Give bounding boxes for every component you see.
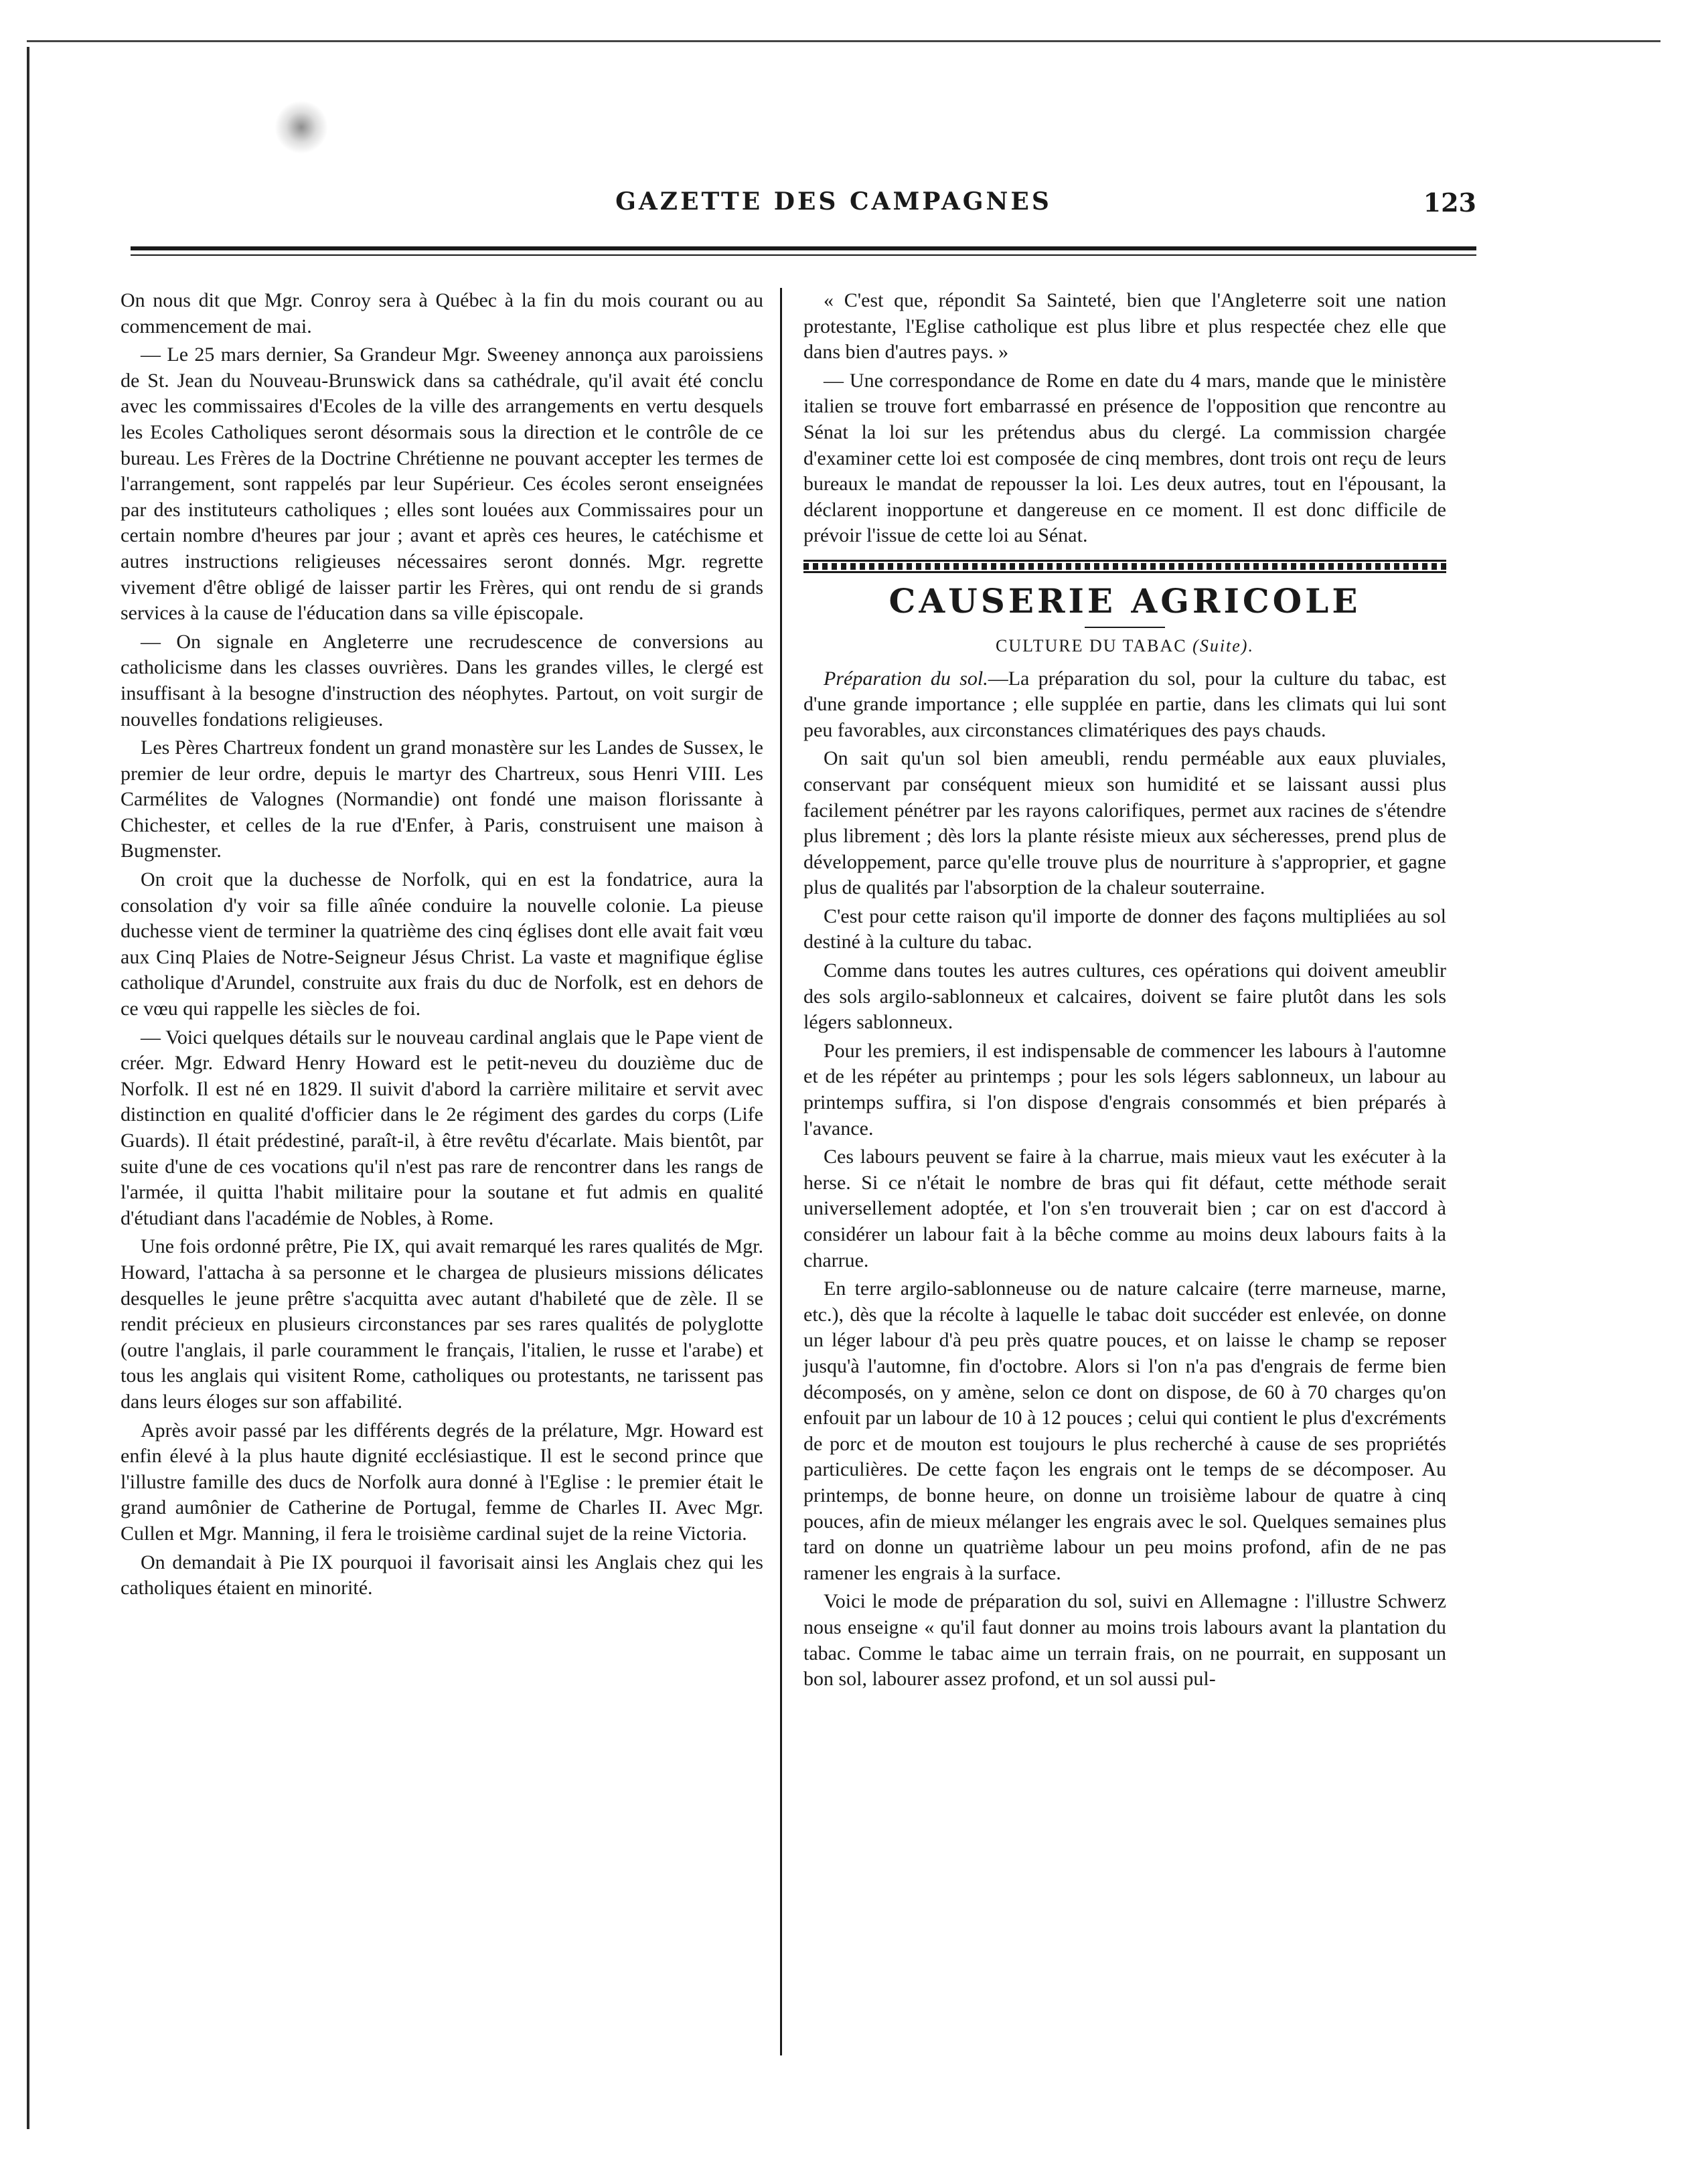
article-paragraph: — On signale en Angleterre une recrudescence de conversions au catholicisme dans les classes ouvrières. Dans les grandes villes, le clergé est insuffisant à la besogne d'instruction des néophytes. Partout, on voit surgir de nouvelles fondations religieuses.	[121, 630, 763, 730]
article-paragraph: C'est pour cette raison qu'il importe de donner des façons multipliées au sol destiné à la culture du tabac.	[803, 905, 1446, 953]
article-paragraph: Voici le mode de préparation du sol, suivi en Allemagne : l'illustre Schwerz nous enseigne « qu'il faut donner au moins trois labours avant la plantation du tabac. Comme le tabac aime un terrain frais, on ne pourrait, en supposant un bon sol, labourer assez profond, et un sol aussi pul-	[803, 1590, 1446, 1691]
page-border-top	[27, 40, 1660, 42]
section-divider-rule	[803, 560, 1446, 573]
article-paragraph: On demandait à Pie IX pourquoi il favorisait ainsi les Anglais chez qui les catholiques étaient en minorité.	[121, 1551, 763, 1600]
left-column	[121, 288, 763, 2055]
title-underline	[1085, 627, 1165, 628]
page-border-left	[27, 47, 29, 2129]
lead-text: —La préparation du sol, pour la culture du tabac, est d'une grande importance ; elle supplée en partie, dans les climats qui lui sont peu favorables, aux circonstances climatériques des pays chauds.	[803, 667, 1446, 741]
column-divider	[780, 288, 782, 2055]
right-column	[803, 288, 1446, 2055]
article-paragraph: On sait qu'un sol bien ameubli, rendu perméable aux eaux pluviales, conservant par conséquent mieux son humidité et se laissant aussi plus facilement pénétrer par les rayons calorifiques, permet aux racines de s'étendre plus librement ; dès lors la plante résiste mieux aux sécheresses, prend plus de développement, parce qu'elle trouve plus de nourriture à s'approprier, et gagne plus de qualités par l'absorption de la chaleur souterraine.	[803, 747, 1446, 899]
subtitle-suffix: (Suite).	[1192, 635, 1254, 655]
article-paragraph: Comme dans toutes les autres cultures, ces opérations qui doivent ameublir des sols argilo-sablonneux et calcaires, doivent se faire plutôt dans les sols légers sablonneux.	[803, 959, 1446, 1034]
article-paragraph: — Le 25 mars dernier, Sa Grandeur Mgr. Sweeney annonça aux paroissiens de St. Jean du Nouveau-Brunswick dans sa cathédrale, qu'il avait été conclu avec les commissaires d'Ecoles de la ville des arrangements en vertu desquels les Ecoles Catholiques seront désormais sous la direction et le contrôle de ce bureau. Les Frères de la Doctrine Chrétienne ne pouvant accepter les termes de l'arrangement, sont rappelés par leur Supérieur. Ces écoles seront enseignées par des instituteurs catholiques ; elles sont louées aux Commissaires pour un certain nombre d'heures par jour ; avant et après ces heures, le catéchisme et autres instructions religieuses nécessaires seront donnés. Mgr. regrette vivement d'être obligé de laisser partir les Frères, qui ont rendu de si grands services à la cause de l'éducation dans sa ville épiscopale.	[121, 343, 763, 625]
page-header	[131, 187, 1476, 228]
article-paragraph: Une fois ordonné prêtre, Pie IX, qui avait remarqué les rares qualités de Mgr. Howard, l'attacha à sa personne et le chargea de plusieurs missions délicates desquelles le jeune prêtre s'acquitta avec autant d'habileté que de zèle. Il se rendit précieux en plusieurs circonstances par ses rares qualités de polyglotte (outre l'anglais, il parle couramment le français, l'italien, le russe et l'arabe) et tous les anglais qui visitent Rome, catholiques ou protestants, ne tarissent pas dans leurs éloges sur son affabilité.	[121, 1235, 763, 1413]
article-paragraph: — Voici quelques détails sur le nouveau cardinal anglais que le Pape vient de créer. Mgr. Edward Henry Howard est le petit-neveu du douzième duc de Norfolk. Il est né en 1829. Il suivit d'abord la carrière militaire et servit avec distinction en qualité d'officier dans le 2e régiment des gardes du corps (Life Guards). Il était prédestiné, paraît-il, à être revêtu d'écarlate. Mais bientôt, par suite d'une de ces vocations qu'il n'est pas rare de rencontrer dans les rangs de l'armée, il quitta l'habit militaire pour la soutane et fut admis en qualité d'étudiant dans l'académie de Nobles, à Rome.	[121, 1026, 763, 1229]
lead-paragraph	[803, 666, 1446, 744]
section-subtitle	[803, 633, 1446, 659]
article-paragraph: « C'est que, répondit Sa Sainteté, bien que l'Angleterre soit une nation protestante, l'Eglise catholique est plus libre et plus respectée chez elle que dans bien d'autres pays. »	[803, 289, 1446, 364]
article-paragraph: Les Pères Chartreux fondent un grand monastère sur les Landes de Sussex, le premier de leur ordre, depuis le martyr des Chartreux, sous Henri VIII. Les Carmélites de Valognes (Normandie) ont fondé une maison florissante à Chichester, et celles de la rue d'Enfer, à Paris, construisent une maison à Bugmenster.	[121, 736, 763, 862]
article-paragraph: On nous dit que Mgr. Conroy sera à Québec à la fin du mois courant ou au commencement de mai.	[121, 289, 763, 337]
masthead-title: GAZETTE DES CAMPAGNES	[615, 187, 1052, 216]
subtitle-text: CULTURE DU TABAC	[996, 635, 1187, 655]
section-title: CAUSERIE AGRICOLE	[888, 580, 1361, 621]
article-paragraph: Ces labours peuvent se faire à la charrue, mais mieux vaut les exécuter à la herse. Si ce n'était le nombre de bras qui fit défaut, cette méthode serait universellement adoptée, et l'on s'en trouverait bien ; car on est d'accord à considérer un labour fait à la bêche comme au moins deux labours faits à la charrue.	[803, 1146, 1446, 1271]
article-paragraph: On croit que la duchesse de Norfolk, qui en est la fondatrice, aura la consolation d'y voir sa fille aînée conduire la nouvelle colonie. La pieuse duchesse vient de terminer la quatrième des cinq églises dont elle avait fait vœu aux Cinq Plaies de Notre-Seigneur Jésus Christ. La vaste et magnifique église catholique d'Arundel, construite aux frais du duc de Norfolk, est en dehors de ce vœu qui rappelle les siècles de foi.	[121, 868, 763, 1020]
article-paragraph: — Une correspondance de Rome en date du 4 mars, mande que le ministère italien se trouve fort embarrassé en présence de l'opposition que rencontre au Sénat la loi sur les prétendus abus du clergé. La commission chargée d'examiner cette loi est composée de cinq membres, dont trois ont reçu de leurs bureaux le mandat de repousser la loi. Les deux autres, tout en l'épousant, la déclarent inopportune et dangereuse en ce moment. Il est donc difficile de prévoir l'issue de cette loi au Sénat.	[803, 369, 1446, 547]
lead-label: Préparation du sol.	[824, 667, 988, 690]
article-paragraph: En terre argilo-sablonneuse ou de nature calcaire (terre marneuse, marne, etc.), dès que la récolte à laquelle le tabac doit succéder est enlevée, on donne un léger labour d'à peu près quatre pouces, et on laisse le champ se reposer jusqu'à l'automne, fin d'octobre. Alors si l'on n'a pas d'engrais de ferme bien décomposés, on y amène, selon ce dont on dispose, de 60 à 70 charges qu'on enfouit par un labour de 10 à 12 pouces ; celui qui contient le plus d'excréments de porc et de mouton est toujours le plus recherché à cause de ses propriétés particulières. De cette façon les engrais ont le temps de se décomposer. Au printemps, de bonne heure, on donne un troisième labour de quatre à cinq pouces, afin de mieux mélanger les engrais avec le sol. Quelques semaines plus tard on donne un quatrième labour un peu moins profond, afin de ne pas ramener les engrais à la surface.	[803, 1277, 1446, 1584]
ink-smudge	[275, 100, 328, 154]
article-paragraph: Pour les premiers, il est indispensable de commencer les labours à l'automne et de les répéter au printemps ; pour les sols légers sablonneux, un labour au printemps suffira, si l'on dispose d'engrais consommés et bien préparés à l'avance.	[803, 1039, 1446, 1140]
header-rule-thin	[131, 254, 1476, 256]
header-rule-thick	[131, 246, 1476, 250]
article-paragraph: Après avoir passé par les différents degrés de la prélature, Mgr. Howard est enfin élevé à la plus haute dignité ecclésiastique. Il est le second prince que l'illustre famille des ducs de Norfolk aura donné à l'Eglise : le premier était le grand aumônier de Catherine de Portugal, femme de Charles II. Avec Mgr. Cullen et Mgr. Manning, il fera le troisième cardinal sujet de la reine Victoria.	[121, 1419, 763, 1545]
page-number: 123	[1423, 187, 1476, 218]
